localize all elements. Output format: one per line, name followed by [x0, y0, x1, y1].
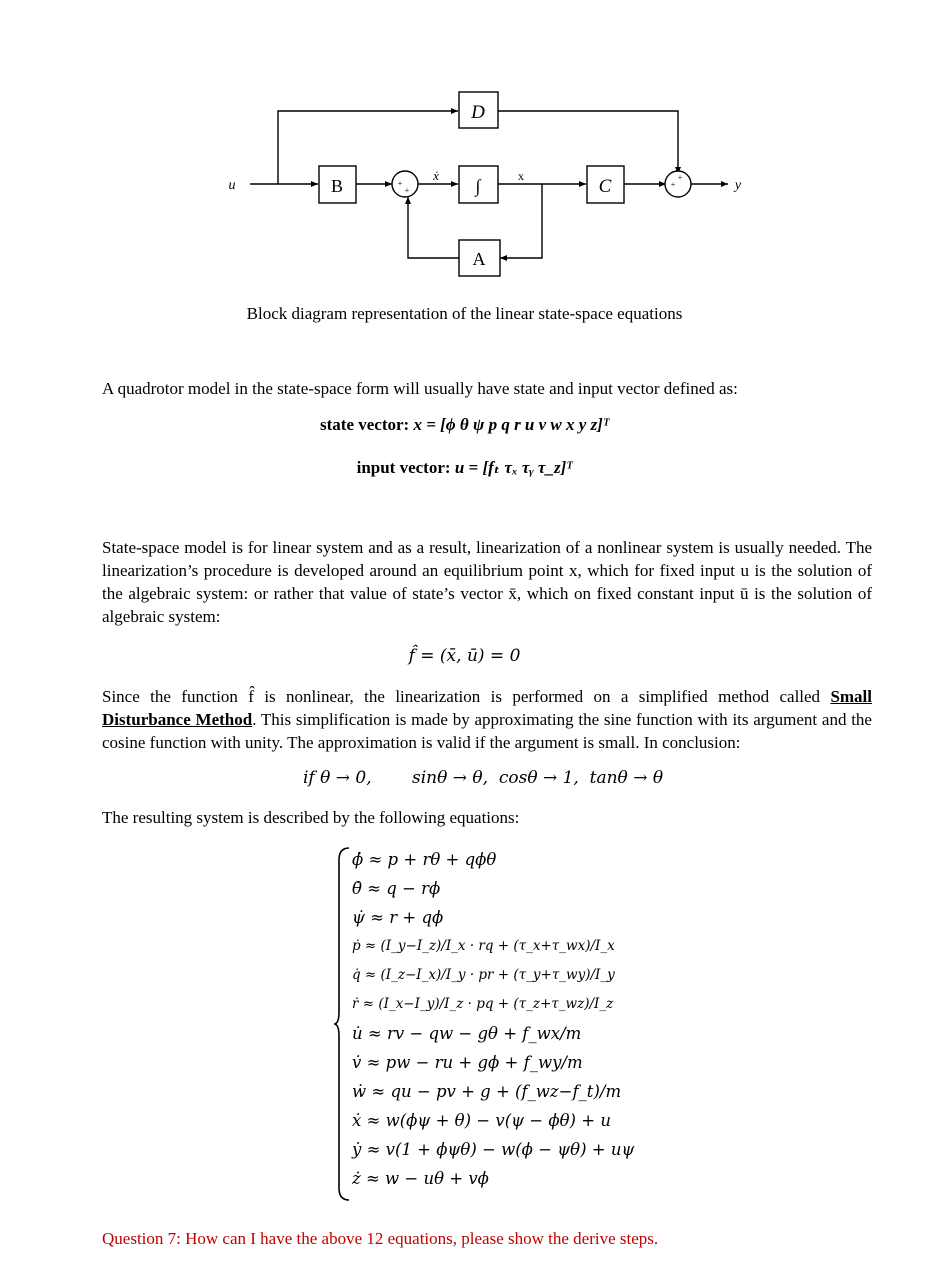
input-vector-expr: u = [fₜ τₓ τᵧ τ_z]ᵀ	[454, 458, 573, 477]
block-d-label: D	[471, 102, 485, 123]
question-text: Question 7: How can I have the above 12 equations, please show the derive steps.	[102, 1229, 659, 1248]
signal-u-label: u	[228, 178, 236, 193]
approx-results: sinθ → θ, cosθ → 1, tanθ → θ	[412, 768, 664, 788]
small-disturbance-paragraph	[102, 685, 872, 754]
sum1-plus-left: +	[397, 179, 403, 188]
equation-q-dot: q̇ ≈ (I_z−I_x)/I_y · pr + (τ_y+τ_wy)/I_y	[352, 967, 615, 983]
equation-theta-dot: θ̇ ≈ q − rϕ	[352, 879, 441, 898]
result-sentence: The resulting system is described by the following equations:	[102, 808, 520, 827]
equation-u-dot: u̇ ≈ rv − qw − gθ + f_wx/m	[352, 1024, 582, 1043]
equation-x-dot: ẋ ≈ w(ϕψ + θ) − v(ψ − ϕθ) + u	[352, 1111, 611, 1130]
sdm-text-a: Since the function f̂ is nonlinear, the linearization is performed on a simplified method called	[102, 687, 831, 706]
equation-p-dot: ṗ ≈ (I_y−I_z)/I_x · rq + (τ_x+τ_wx)/I_x	[352, 938, 615, 954]
sum2-plus-top: +	[677, 173, 683, 182]
system-brace-icon	[334, 846, 354, 1202]
state-vector-expr: x = [ϕ θ ψ p q r u v w x y z]ᵀ	[413, 415, 609, 434]
equation-y-dot: ẏ ≈ v(1 + ϕψθ) − w(ϕ − ψθ) + uψ	[352, 1140, 635, 1159]
state-vector-label: state vector:	[320, 415, 414, 434]
signal-y-label: y	[734, 178, 742, 193]
state-vector-line	[0, 415, 929, 435]
input-vector-label: input vector:	[356, 458, 455, 477]
approx-condition: if θ → 0,	[303, 768, 372, 788]
small-disturbance-method-link[interactable]: Small Disturbance Method	[102, 687, 872, 729]
input-vector-line	[0, 458, 929, 478]
signal-xdot-label: ẋ	[433, 168, 439, 183]
block-c-label: C	[598, 176, 612, 197]
equation-v-dot: v̇ ≈ pw − ru + gϕ + f_wy/m	[352, 1053, 583, 1072]
equation-r-dot: ṙ ≈ (I_x−I_y)/I_z · pq + (τ_z+τ_wz)/I_z	[352, 996, 614, 1012]
linearization-paragraph: State-space model is for linear system and as a result, linearization of a nonlinear system is usually needed. The linearization’s procedure is developed around an equilibrium point x, which for fixed input u is the solution of the algebraic system: or rather that value of state’s vector x̄, which on fixed constant input ū is the solution of algebraic system:	[102, 538, 872, 626]
block-a-label: A	[472, 249, 486, 269]
equation-w-dot: ẇ ≈ qu − pv + g + (f_wz−f_t)/m	[352, 1082, 622, 1101]
block-diagram	[0, 0, 929, 300]
block-b-label: B	[330, 176, 344, 196]
signal-x-label: x	[518, 169, 524, 183]
intro-sentence: A quadrotor model in the state-space form will usually have state and input vector defined as:	[102, 379, 738, 398]
sum1-plus-bottom: +	[404, 186, 410, 195]
sdm-text-b: . This simplification is made by approximating the sine function with its argument and the cosine function with unity. The approximation is valid if the argument is small. In conclusion:	[102, 710, 872, 752]
equation-phi-dot: ϕ̇ ≈ p + rθ + qϕθ	[352, 850, 497, 869]
block-integrator-label: ∫	[475, 176, 481, 196]
diagram-caption: Block diagram representation of the linear state-space equations	[246, 304, 683, 323]
sum2-plus-left: +	[670, 180, 676, 189]
equation-z-dot: ż ≈ w − uθ + vϕ	[352, 1169, 489, 1188]
equilibrium-equation: f̂ = (x̄, ū) = 0	[408, 646, 521, 666]
equation-psi-dot: ψ̇ ≈ r + qϕ	[352, 908, 444, 927]
